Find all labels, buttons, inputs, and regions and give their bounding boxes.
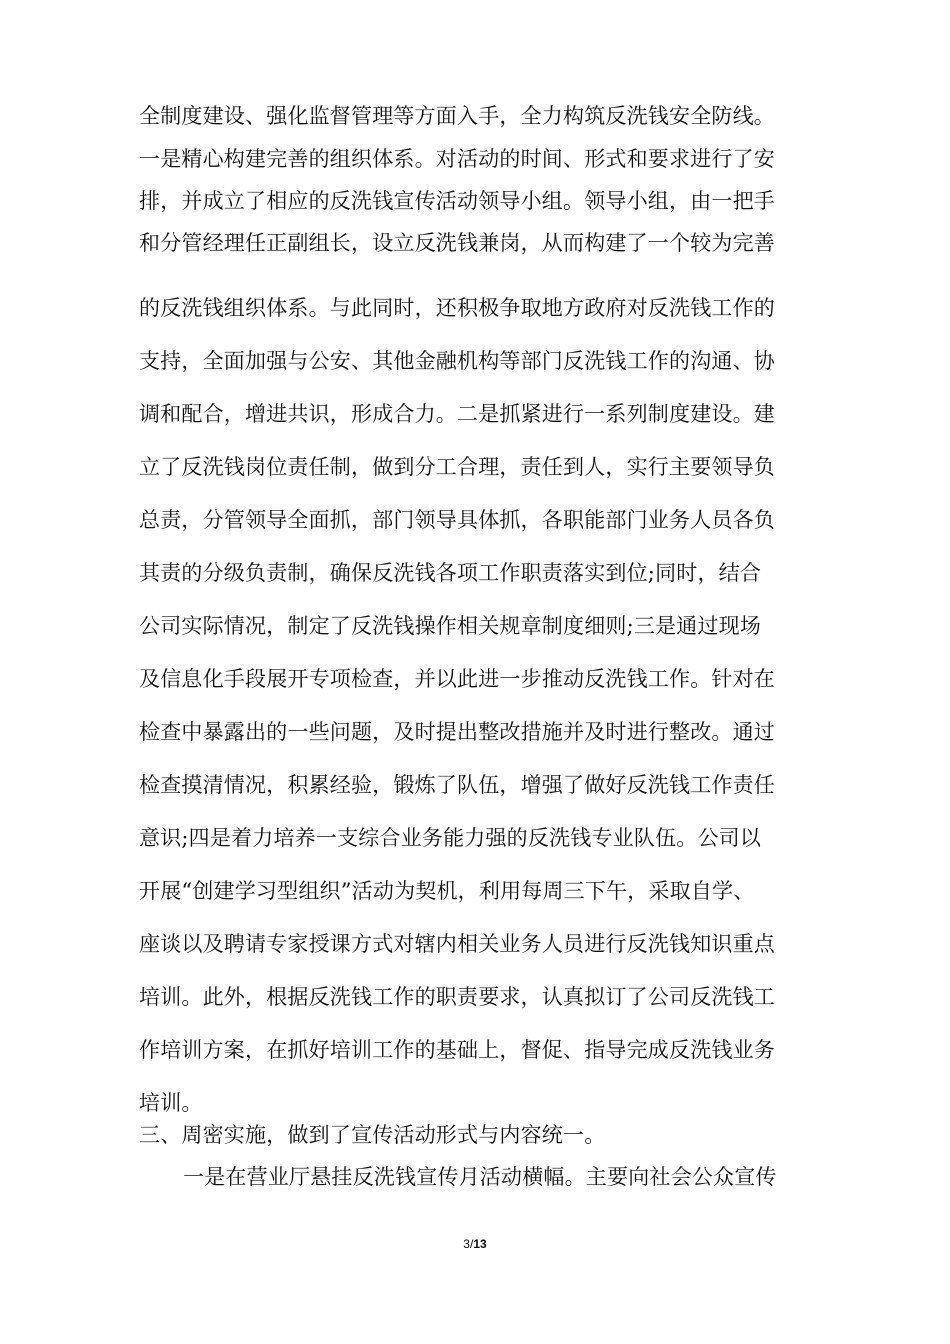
text-line: 座谈以及聘请专家授课方式对辖内相关业务人员进行反洗钱知识重点 (139, 932, 775, 956)
text-line: 一是精心构建完善的组织体系。对活动的时间、形式和要求进行了安 (139, 147, 775, 171)
text-line: 全制度建设、强化监督管理等方面入手，全力构筑反洗钱安全防线。 (139, 104, 775, 128)
text-line: 作培训方案，在抓好培训工作的基础上，督促、指导完成反洗钱业务 (139, 1038, 775, 1062)
page-number-total: 13 (473, 1237, 487, 1251)
text-line: 支持，全面加强与公安、其他金融机构等部门反洗钱工作的沟通、协 (139, 349, 775, 373)
text-line: 调和配合，增进共识，形成合力。二是抓紧进行一系列制度建设。建 (139, 402, 775, 426)
text-line: 培训。 (139, 1091, 203, 1115)
text-line: 公司实际情况，制定了反洗钱操作相关规章制度细则;三是通过现场 (139, 614, 762, 638)
text-line: 意识;四是着力培养一支综合业务能力强的反洗钱专业队伍。公司以 (139, 826, 762, 850)
text-line: 及信息化手段展开专项检查，并以此进一步推动反洗钱工作。针对在 (139, 667, 775, 691)
text-line: 检查中暴露出的一些问题，及时提出整改措施并及时进行整改。通过 (139, 720, 775, 744)
text-line: 总责，分管领导全面抓，部门领导具体抓，各职能部门业务人员各负 (139, 508, 775, 532)
text-line: 培训。此外，根据反洗钱工作的职责要求，认真拟订了公司反洗钱工 (139, 985, 775, 1009)
text-line: 和分管经理任正副组长，设立反洗钱兼岗，从而构建了一个较为完善 (139, 231, 775, 255)
indented-paragraph-line: 一是在营业厅悬挂反洗钱宣传月活动横幅。主要向社会公众宣传 (183, 1165, 777, 1189)
section-heading: 三、周密实施，做到了宣传活动形式与内容统一。 (139, 1123, 606, 1147)
text-line: 开展“创建学习型组织”活动为契机，利用每周三下午，采取自学、 (139, 879, 755, 903)
page-number (0, 1236, 950, 1252)
text-line: 其责的分级负责制，确保反洗钱各项工作职责落实到位;同时，结合 (139, 561, 762, 585)
text-line: 排，并成立了相应的反洗钱宣传活动领导小组。领导小组，由一把手 (139, 189, 775, 213)
page-number-current: 3 (463, 1237, 470, 1251)
text-line: 立了反洗钱岗位责任制，做到分工合理，责任到人，实行主要领导负 (139, 455, 775, 479)
text-line: 的反洗钱组织体系。与此同时，还积极争取地方政府对反洗钱工作的 (139, 296, 775, 320)
text-line: 检查摸清情况，积累经验，锻炼了队伍，增强了做好反洗钱工作责任 (139, 773, 775, 797)
page-number-separator: / (469, 1237, 474, 1251)
